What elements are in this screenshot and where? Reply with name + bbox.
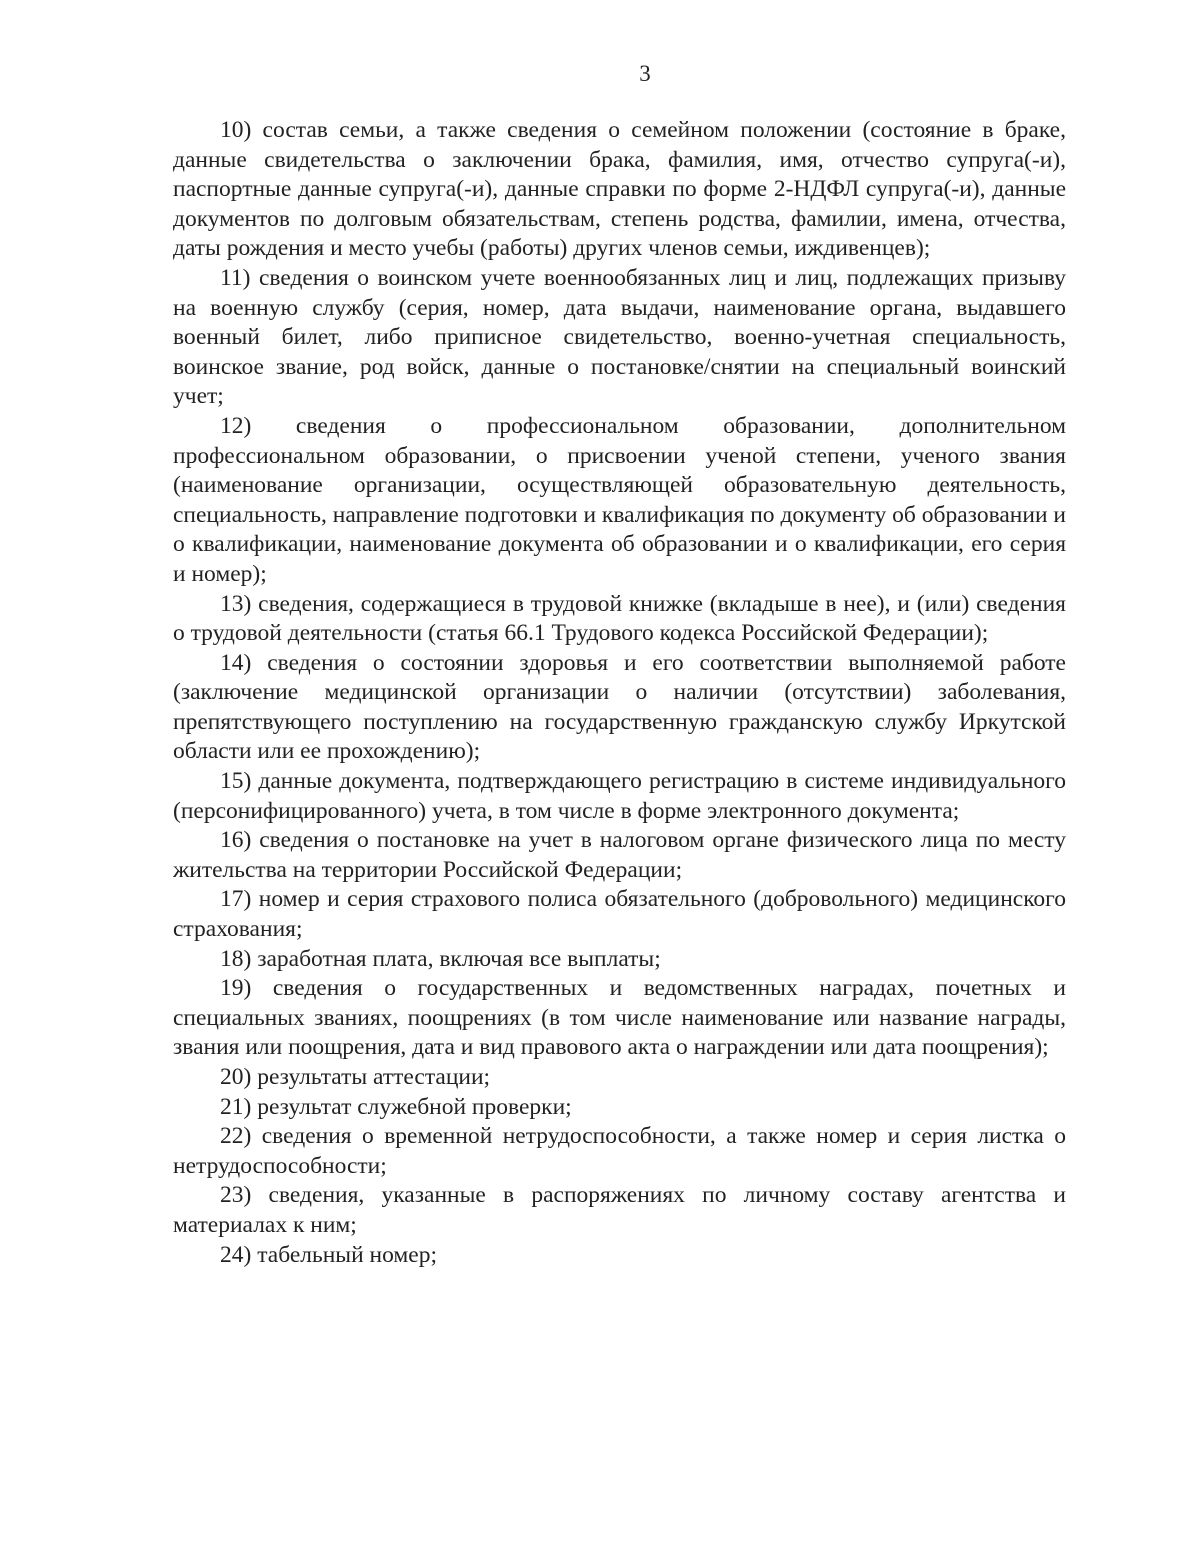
document-body <box>173 116 1066 1270</box>
paragraph-19: 19) сведения о государственных и ведомственных наградах, почетных и специальных званиях, поощрениях (в том числе наименование или название награды, звания или поощрения, дата и вид правового акта о награждении или дата поощрения); <box>173 975 1066 1061</box>
paragraph-16: 16) сведения о постановке на учет в налоговом органе физического лица по месту жительства на территории Российской Федерации; <box>173 827 1066 883</box>
paragraph-15: 15) данные документа, подтверждающего регистрацию в системе индивидуального (персонифицированного) учета, в том числе в форме электронного документа; <box>173 768 1066 824</box>
paragraph-22: 22) сведения о временной нетрудоспособности, а также номер и серия листка о нетрудоспособности; <box>173 1123 1066 1179</box>
paragraph-20: 20) результаты аттестации; <box>220 1064 491 1090</box>
paragraph-18: 18) заработная плата, включая все выплаты; <box>220 945 661 972</box>
paragraph-12: 12) сведения о профессиональном образовании, дополнительном профессиональном образовании, о присвоении ученой степени, ученого звания (наименование организации, осуществляющей образовательную деятельность, специальность, направление подготовки и квалификация по документу об образовании и о квалификации, наименование документа об образовании и о квалификации, его серия и номер); <box>173 412 1066 587</box>
paragraph-10: 10) состав семьи, а также сведения о семейном положении (состояние в браке, данные свидетельства о заключении брака, фамилия, имя, отчество супруга(-и), паспортные данные супруга(-и), данные справки по форме 2-НДФЛ супруга(-и), данные документов по долговым обязательствам, степень родства, фамилии, имена, отчества, даты рождения и место учебы (работы) других членов семьи, иждивенцев); <box>173 117 1066 262</box>
paragraph-23: 23) сведения, указанные в распоряжениях по личному составу агентства и материалах к ним; <box>173 1182 1066 1238</box>
paragraph-11: 11) сведения о воинском учете военнообязанных лиц и лиц, подлежащих призыву на военную службу (серия, номер, дата выдачи, наименование органа, выдавшего военный билет, либо приписное свидетельство, военно-учетная специальность, воинское звание, род войск, данные о постановке/снятии на специальный воинский учет; <box>173 264 1066 410</box>
paragraph-14: 14) сведения о состоянии здоровья и его соответствии выполняемой работе (заключение медицинской организации о наличии (отсутствии) заболевания, препятствующего поступлению на государственную гражданскую службу Иркутской области или ее прохождению); <box>173 649 1066 765</box>
paragraph-13: 13) сведения, содержащиеся в трудовой книжке (вкладыше в нее), и (или) сведения о трудовой деятельности (статья 66.1 Трудового кодекса Российской Федерации); <box>173 590 1066 647</box>
paragraph-17: 17) номер и серия страхового полиса обязательного (добровольного) медицинского страхования; <box>173 886 1066 943</box>
paragraph-21: 21) результат служебной проверки; <box>220 1093 572 1120</box>
paragraph-24: 24) табельный номер; <box>220 1241 437 1268</box>
page-number: 3 <box>639 61 651 86</box>
